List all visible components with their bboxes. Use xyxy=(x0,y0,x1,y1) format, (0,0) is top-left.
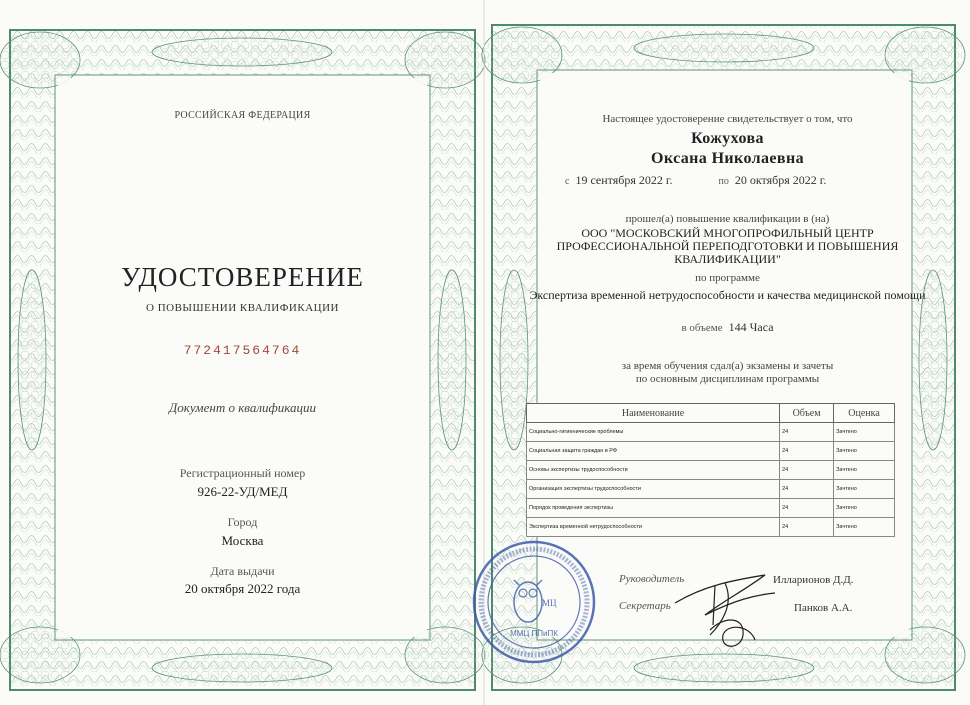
issue-date-label: Дата выдачи xyxy=(210,564,275,578)
signatures-scribble xyxy=(665,555,805,665)
owl-logo-icon xyxy=(514,580,542,622)
stamp-text: ММЦ ППиПК xyxy=(510,629,558,638)
discipline-grade: Зачтено xyxy=(834,480,895,499)
program-name: Экспертиза временной нетрудоспособности и качества медицинской помощи xyxy=(529,288,926,302)
header-name: Наименование xyxy=(527,404,780,423)
certificate-subtitle: О ПОВЫШЕНИИ КВАЛИФИКАЦИИ xyxy=(146,302,339,314)
table-header-row xyxy=(527,404,895,423)
discipline-name: Экспертиза временной нетрудоспособности xyxy=(527,518,780,537)
discipline-name: Организация экспертизы трудоспособности xyxy=(527,480,780,499)
discipline-grade: Зачтено xyxy=(834,461,895,480)
discipline-hours: 24 xyxy=(780,461,834,480)
header-grade: Оценка xyxy=(834,404,895,423)
table-row xyxy=(527,480,895,499)
discipline-grade: Зачтено xyxy=(834,442,895,461)
program-label: по программе xyxy=(695,272,760,284)
head-name: Илларионов Д.Д. xyxy=(773,574,854,586)
disciplines-table xyxy=(526,403,895,537)
secretary-name: Панков А.А. xyxy=(794,602,853,614)
organization-stamp xyxy=(470,538,598,666)
reg-number-label: Регистрационный номер xyxy=(179,466,306,480)
passed-text: прошел(а) повышение квалификации в (на) xyxy=(625,213,830,225)
volume-label: в объеме xyxy=(681,322,723,334)
head-label: Руководитель xyxy=(619,573,685,585)
city-value: Москва xyxy=(221,533,264,548)
discipline-name: Социально-гигиенические проблемы xyxy=(527,423,780,442)
country-label: РОССИЙСКАЯ ФЕДЕРАЦИЯ xyxy=(174,110,311,121)
discipline-name: Социальная защита граждан в РФ xyxy=(527,442,780,461)
exam-text-line1: за время обучения сдал(а) экзамены и зачеты xyxy=(621,360,834,372)
header-volume: Объем xyxy=(780,404,834,423)
volume-value: 144 Часа xyxy=(728,320,774,334)
discipline-grade: Зачтено xyxy=(834,423,895,442)
holder-given-names: Оксана Николаевна xyxy=(651,150,804,167)
discipline-hours: 24 xyxy=(780,442,834,461)
exam-text-line2: по основным дисциплинам программы xyxy=(635,373,820,385)
from-prefix: с xyxy=(565,176,570,187)
secretary-label: Секретарь xyxy=(619,600,671,612)
organization-name: ООО "МОСКОВСКИЙ МНОГОПРОФИЛЬНЫЙ ЦЕНТР ПРОФЕССИОНАЛЬНОЙ ПЕРЕПОДГОТОВКИ И ПОВЫШЕНИЯ КВАЛИФИКАЦИИ" xyxy=(556,226,899,266)
reg-number-value: 926-22-УД/МЕД xyxy=(197,484,288,499)
right-page xyxy=(485,0,970,705)
holder-surname: Кожухова xyxy=(691,130,764,147)
table-row xyxy=(527,499,895,518)
serial-number: 772417564764 xyxy=(183,343,302,358)
to-date: 20 октября 2022 г. xyxy=(734,173,827,187)
stamp-logo-text: МЦ xyxy=(542,598,557,608)
table-row xyxy=(527,442,895,461)
city-label: Город xyxy=(227,515,258,529)
table-row xyxy=(527,518,895,537)
discipline-hours: 24 xyxy=(780,423,834,442)
intro-text: Настоящее удостоверение свидетельствует о том, что xyxy=(602,113,853,125)
study-period xyxy=(565,173,826,188)
issue-date-value: 20 октября 2022 года xyxy=(184,581,301,596)
from-date: 19 сентября 2022 г. xyxy=(575,173,673,187)
discipline-grade: Зачтено xyxy=(834,518,895,537)
to-prefix: по xyxy=(718,176,729,187)
discipline-name: Порядок проведения экспертизы xyxy=(527,499,780,518)
discipline-grade: Зачтено xyxy=(834,499,895,518)
volume xyxy=(485,320,970,335)
discipline-name: Основы экспертизы трудоспособности xyxy=(527,461,780,480)
certificate-title: УДОСТОВЕРЕНИЕ xyxy=(121,262,364,292)
discipline-hours: 24 xyxy=(780,499,834,518)
table-row xyxy=(527,423,895,442)
discipline-hours: 24 xyxy=(780,518,834,537)
table-row xyxy=(527,461,895,480)
document-type: Документ о квалификации xyxy=(169,400,316,415)
discipline-hours: 24 xyxy=(780,480,834,499)
